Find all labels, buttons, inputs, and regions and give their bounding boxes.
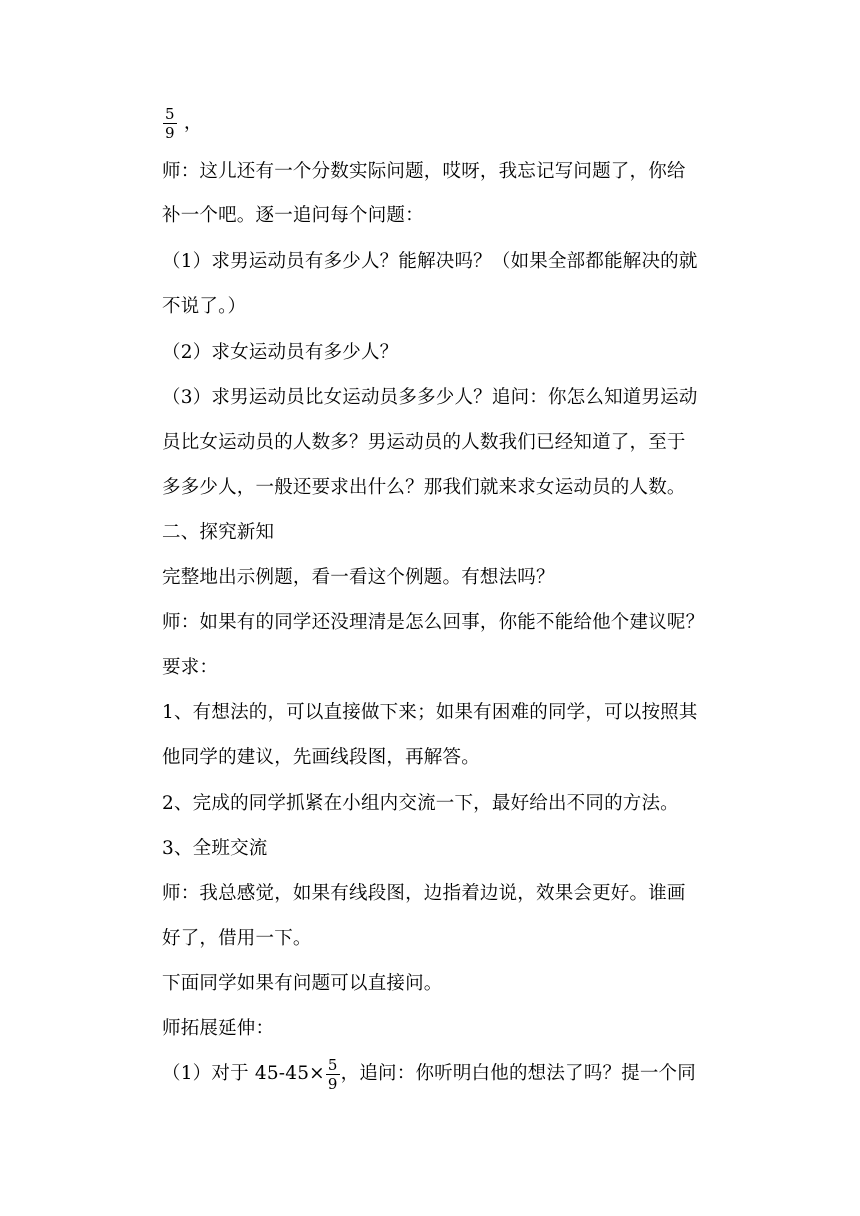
fraction-five-ninths bbox=[163, 106, 177, 141]
section-heading: 二、探究新知 bbox=[162, 522, 275, 543]
last-line-suffix: ，追问：你听明白他的想法了吗？提一个同 bbox=[340, 1063, 696, 1084]
paragraph-line: 师：我总感觉，如果有线段图，边指着边说，效果会更好。谁画 bbox=[162, 883, 686, 904]
paragraph-line: （3）求男运动员比女运动员多多少人？追问：你怎么知道男运动 bbox=[162, 387, 698, 408]
paragraph-line: 2、完成的同学抓紧在小组内交流一下，最好给出不同的方法。 bbox=[162, 793, 679, 814]
paragraph-line: 师：这儿还有一个分数实际问题，哎呀，我忘记写问题了，你给 bbox=[162, 161, 686, 182]
paragraph-line: （1）求男运动员有多少人？能解决吗？（如果全部都能解决的就 bbox=[162, 251, 698, 272]
paragraph-line: 他同学的建议，先画线段图，再解答。 bbox=[162, 747, 480, 768]
fraction-denominator: 9 bbox=[165, 124, 175, 142]
last-line-prefix: （1）对于 45-45× bbox=[162, 1063, 325, 1084]
paragraph-line: （2）求女运动员有多少人？ bbox=[162, 342, 399, 363]
paragraph-line: 师拓展延伸： bbox=[162, 1018, 275, 1039]
fraction-trailing-comma: ， bbox=[183, 112, 203, 134]
fraction-numerator: 5 bbox=[165, 105, 175, 123]
paragraph-line: 3、全班交流 bbox=[162, 838, 268, 859]
paragraph-line: 不说了。） bbox=[162, 296, 247, 317]
paragraph-line: 好了，借用一下。 bbox=[162, 928, 312, 949]
last-line-with-fraction bbox=[162, 1056, 742, 1092]
paragraph-line: 多多少人，一般还要求出什么？那我们就来求女运动员的人数。 bbox=[162, 477, 686, 498]
fraction-five-ninths-inline bbox=[326, 1057, 340, 1092]
paragraph-line: 补一个吧。逐一追问每个问题： bbox=[162, 205, 424, 226]
paragraph-line: 完整地出示例题，看一看这个例题。有想法吗？ bbox=[162, 567, 555, 588]
paragraph-line: 下面同学如果有问题可以直接问。 bbox=[162, 973, 443, 994]
fraction-numerator: 5 bbox=[327, 1055, 338, 1074]
fraction-denominator: 9 bbox=[327, 1074, 338, 1093]
paragraph-line: 要求： bbox=[162, 657, 219, 678]
paragraph-line: 师：如果有的同学还没理清是怎么回事，你能不能给他个建议呢？ bbox=[162, 612, 705, 633]
paragraph-line: 员比女运动员的人数多？男运动员的人数我们已经知道了，至于 bbox=[162, 432, 686, 453]
top-fraction-line bbox=[162, 106, 742, 141]
paragraph-line: 1、有想法的，可以直接做下来；如果有困难的同学，可以按照其 bbox=[162, 702, 698, 723]
